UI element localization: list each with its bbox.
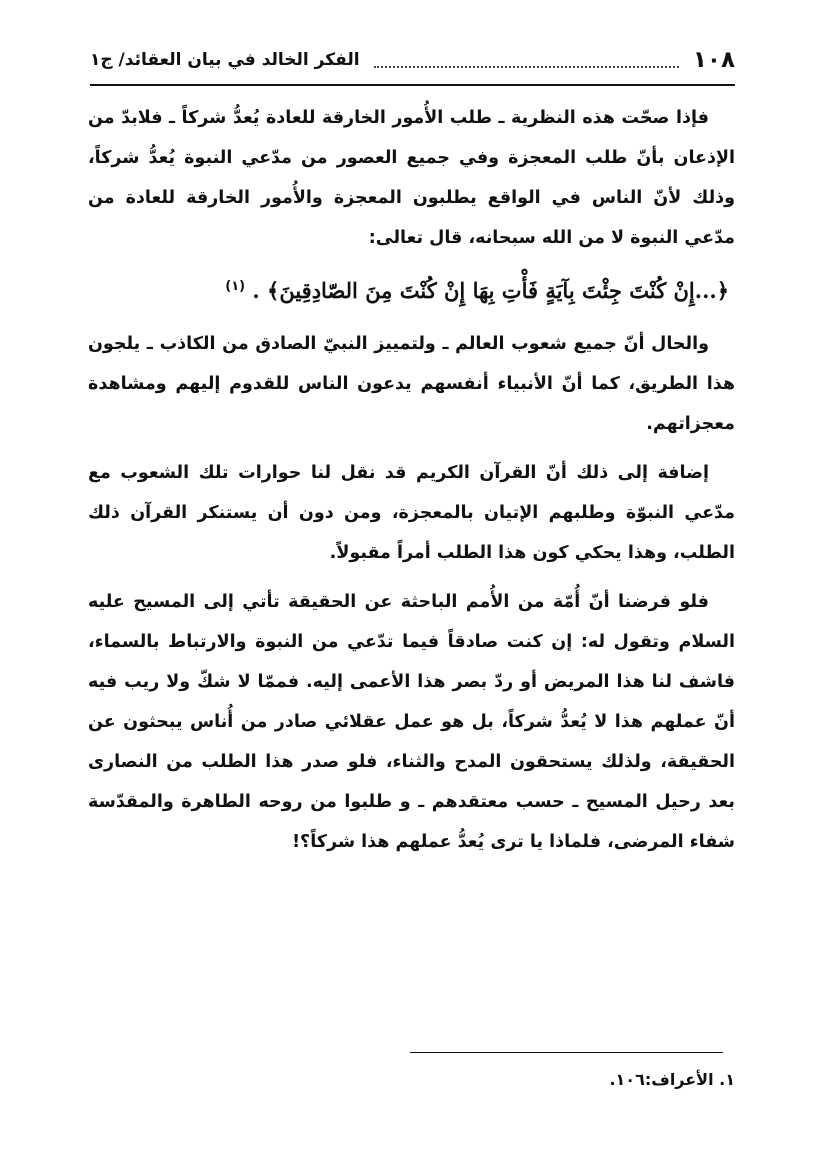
page-number: ١٠٨ <box>692 47 735 73</box>
quran-quote <box>88 267 735 315</box>
quran-quote-text: ﴿...إِنْ كُنْتَ جِئْتَ بِآيَةٍ فَأْتِ بِهَا إِنْ كُنْتَ مِنَ الصّادِقِينَ﴾ . <box>252 278 729 303</box>
paragraph-4: فلو فرضنا أنّ أُمّة من الأُمم الباحثة عن الحقيقة تأتي إلى المسيح عليه السلام وتقول له: إن كنت صادقاً فيما تدّعي من النبوة والارتباط بالسماء، فاشف لنا هذا المريض أو ردّ بصر هذا الأعمى إليه. فممّا لا شكّ ولا ريب فيه أنّ عملهم هذا لا يُعدُّ شركاً، بل هو عمل عقلائي صادر من أُناس يبحثون عن الحقيقة، ولذلك يستحقون المدح والثناء، فلو صدر هذا الطلب من النصارى بعد رحيل المسيح ـ حسب معتقدهم ـ و طلبوا من روحه الطاهرة والمقدّسة شفاء المرضى، فلماذا يا ترى يُعدُّ عملهم هذا شركاً؟! <box>88 592 735 852</box>
header-dotted-leader <box>374 52 679 68</box>
footnote-marker: (١) <box>225 279 246 294</box>
footnote-separator <box>410 1052 723 1053</box>
footnote-1: ١. الأعراف:١٠٦. <box>609 1070 735 1089</box>
running-title: الفكر الخالد في بيان العقائد/ ج١ <box>90 50 360 70</box>
paragraph-3: إضافة إلى ذلك أنّ القرآن الكريم قد نقل لنا حوارات تلك الشعوب مع مدّعي النبوّة وطلبهم الإتيان بالمعجزة، ومن دون أن يستنكر القرآن ذلك الطلب، وهذا يحكي كون هذا الطلب أمراً مقبولاً. <box>88 463 735 563</box>
main-text <box>88 98 735 871</box>
paragraph-1: فإذا صحّت هذه النظرية ـ طلب الأُمور الخارقة للعادة يُعدُّ شركاً ـ فلابدّ من الإذعان بأنّ طلب المعجزة وفي جميع العصور من مدّعي النبوة يُعدُّ شركاً، وذلك لأنّ الناس في الواقع يطلبون المعجزة والأُمور الخارقة للعادة من مدّعي النبوة لا من الله سبحانه، قال تعالى: <box>88 108 735 248</box>
page-header <box>90 40 735 80</box>
header-rule <box>90 84 735 86</box>
paragraph-2: والحال أنّ جميع شعوب العالم ـ ولتمييز النبيّ الصادق من الكاذب ـ يلجون هذا الطريق، كما أنّ الأنبياء أنفسهم يدعون الناس للقدوم إليهم ومشاهدة معجزاتهم. <box>88 334 735 434</box>
